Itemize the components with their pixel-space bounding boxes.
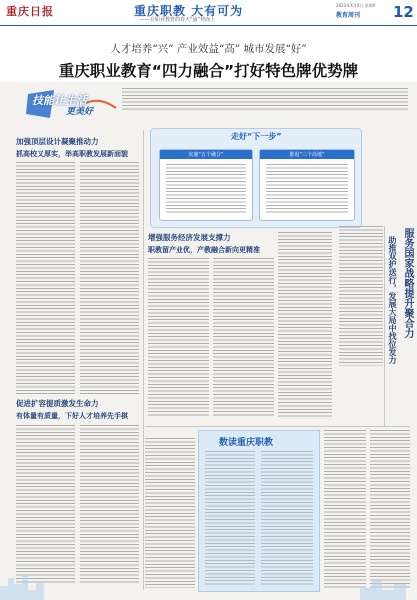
right-body-b: [339, 226, 383, 366]
left-body-1: [16, 162, 75, 394]
banner-main: 重庆职教 大有可为: [134, 4, 244, 18]
headline-kicker: 人才培养“兴” 产业效益“高” 城市发展“好”: [110, 43, 307, 55]
center-heading-2: 职教留产业优，产教融合新向更精准: [148, 246, 260, 254]
feature-logo: [24, 88, 122, 120]
left-heading-block-1: [16, 136, 156, 159]
infographic-box-right: [259, 149, 355, 221]
headline-title: 重庆职业教育“四力融合”打好特色牌优势牌: [58, 62, 359, 80]
page-number: 12: [393, 3, 414, 21]
edition-date: 2023年X月X日 星期X: [336, 3, 376, 8]
box-left-body: [166, 164, 246, 214]
left-heading-block-2: [16, 398, 156, 421]
masthead: [0, 0, 417, 26]
left-body-2: [80, 162, 139, 394]
left-heading-2: 抓高校又厚实，举高职教发展新面貌: [16, 150, 128, 158]
right-heading-2: 助推双护送行，发展大局中找位发力: [388, 236, 397, 364]
headline-area: [0, 26, 417, 82]
feature-logo-line1: 技能让生活: [32, 94, 87, 107]
center-body-1: [148, 258, 209, 418]
box-left-label: 实施“五个融合”: [160, 150, 252, 159]
right-vertical-heading: [387, 228, 413, 428]
center-body-2: [213, 258, 274, 418]
newspaper-logo: 重庆日报: [6, 5, 54, 18]
left-heading-3: 促进扩容提质激发生命力: [16, 399, 99, 408]
column-divider-1: [143, 130, 144, 590]
infographic-box-left: [159, 149, 253, 221]
right-heading-1: 服务国家战略提升聚合力: [402, 228, 413, 338]
infographic-top-title: 走好“下一步”: [231, 132, 282, 141]
left-heading-4: 有体量有质量，下好人才培养先手棋: [16, 412, 128, 420]
banner-sub: ——在职业教育的春天“渝”势而上: [140, 17, 216, 23]
edition-label: 教育周刊: [336, 12, 361, 19]
center-heading-block: [148, 232, 298, 255]
infographic-bottom-title: 数读重庆职教: [219, 438, 274, 448]
skyline-illustration: [0, 560, 417, 600]
right-body-a: [278, 232, 332, 418]
column-divider-2: [384, 226, 385, 426]
intro-text: [122, 88, 408, 110]
section-divider: [145, 426, 410, 427]
box-right-label: 推进“三个高地”: [260, 150, 354, 159]
infographic-top: [150, 128, 362, 228]
box-right-body: [266, 164, 348, 214]
center-heading-1: 增强服务经济发展支撑力: [148, 233, 231, 242]
feature-logo-line2: 更美好: [66, 107, 94, 117]
left-heading-1: 加强顶层设计凝聚推动力: [16, 137, 99, 146]
